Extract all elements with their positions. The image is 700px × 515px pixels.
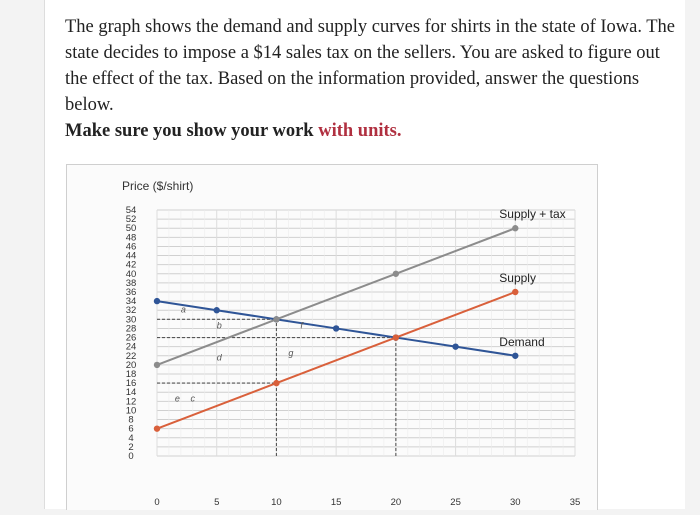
supply-demand-chart bbox=[67, 165, 597, 510]
instruction-prefix: Make sure you show your work bbox=[65, 121, 319, 141]
area-label: g bbox=[288, 347, 294, 358]
y-tick-label: 16 bbox=[125, 378, 137, 390]
supply-point bbox=[273, 380, 279, 386]
y-tick-label: 12 bbox=[125, 396, 137, 408]
y-tick-label: 30 bbox=[125, 314, 137, 326]
y-tick-label: 8 bbox=[128, 414, 134, 426]
y-tick-label: 14 bbox=[125, 387, 137, 399]
demand-point bbox=[333, 325, 339, 331]
y-tick-label: 44 bbox=[125, 250, 137, 262]
area-label: c bbox=[190, 393, 195, 404]
x-tick-label: 20 bbox=[390, 497, 402, 508]
instruction-line bbox=[65, 118, 675, 144]
y-tick-label: 10 bbox=[125, 405, 137, 417]
demand-point bbox=[154, 298, 160, 304]
question-paragraph: The graph shows the demand and supply curves for shirts in the state of Iowa. The state decides to impose a $14 sales tax on the sellers. You are asked to figure out the effect of the tax. Based on the information provided, answer the questions below. bbox=[65, 17, 676, 115]
y-tick-label: 28 bbox=[125, 323, 137, 335]
y-tick-label: 54 bbox=[125, 205, 137, 216]
question-text-block bbox=[65, 14, 675, 144]
y-tick-label: 4 bbox=[128, 432, 134, 444]
supply-tax-point bbox=[512, 225, 518, 231]
y-tick-label: 38 bbox=[125, 277, 137, 289]
x-tick-label: 35 bbox=[569, 497, 581, 508]
x-tick-label: 15 bbox=[330, 497, 342, 508]
instruction-accent: with units. bbox=[318, 121, 402, 141]
supply-point bbox=[512, 289, 518, 295]
supply-tax-point bbox=[154, 362, 160, 368]
y-tick-label: 40 bbox=[125, 268, 137, 280]
y-tick-label: 6 bbox=[128, 423, 134, 435]
y-tick-label: 50 bbox=[125, 223, 137, 235]
y-tick-label: 0 bbox=[128, 451, 134, 462]
supply-tax-point bbox=[393, 271, 399, 277]
x-tick-label: 25 bbox=[450, 497, 461, 508]
area-label: d bbox=[216, 352, 222, 363]
y-tick-label: 52 bbox=[125, 214, 137, 226]
tick-labels bbox=[126, 205, 581, 508]
y-tick-label: 2 bbox=[128, 441, 134, 453]
x-tick-label: 5 bbox=[214, 497, 220, 508]
supply-tax-label: Supply + tax bbox=[499, 207, 566, 222]
supply-point bbox=[154, 425, 160, 431]
y-tick-label: 20 bbox=[125, 359, 137, 371]
y-tick-label: 22 bbox=[125, 350, 137, 362]
y-tick-label: 26 bbox=[125, 332, 137, 344]
y-tick-label: 36 bbox=[125, 287, 137, 298]
y-tick-label: 18 bbox=[125, 369, 137, 380]
supply-point bbox=[393, 334, 399, 340]
x-tick-label: 0 bbox=[154, 497, 160, 508]
y-tick-label: 42 bbox=[125, 259, 137, 271]
area-label: f bbox=[300, 320, 303, 331]
y-tick-label: 46 bbox=[125, 241, 137, 253]
chart-card bbox=[66, 164, 598, 510]
area-label: a bbox=[180, 304, 186, 315]
demand-point bbox=[452, 343, 458, 349]
y-tick-label: 48 bbox=[125, 232, 137, 244]
y-tick-label: 24 bbox=[125, 341, 137, 353]
demand-point bbox=[512, 353, 518, 359]
y-tick-label: 34 bbox=[125, 296, 137, 308]
x-tick-label: 10 bbox=[271, 497, 282, 508]
area-label: b bbox=[216, 320, 222, 331]
supply-label: Supply bbox=[499, 271, 536, 285]
area-label: e bbox=[174, 393, 180, 404]
demand-point bbox=[214, 307, 220, 313]
y-axis-label: Price ($/shirt) bbox=[122, 179, 194, 193]
y-tick-label: 32 bbox=[125, 305, 137, 317]
x-tick-label: 30 bbox=[509, 497, 521, 508]
supply-tax-point bbox=[273, 316, 279, 322]
demand-label: Demand bbox=[499, 334, 545, 349]
